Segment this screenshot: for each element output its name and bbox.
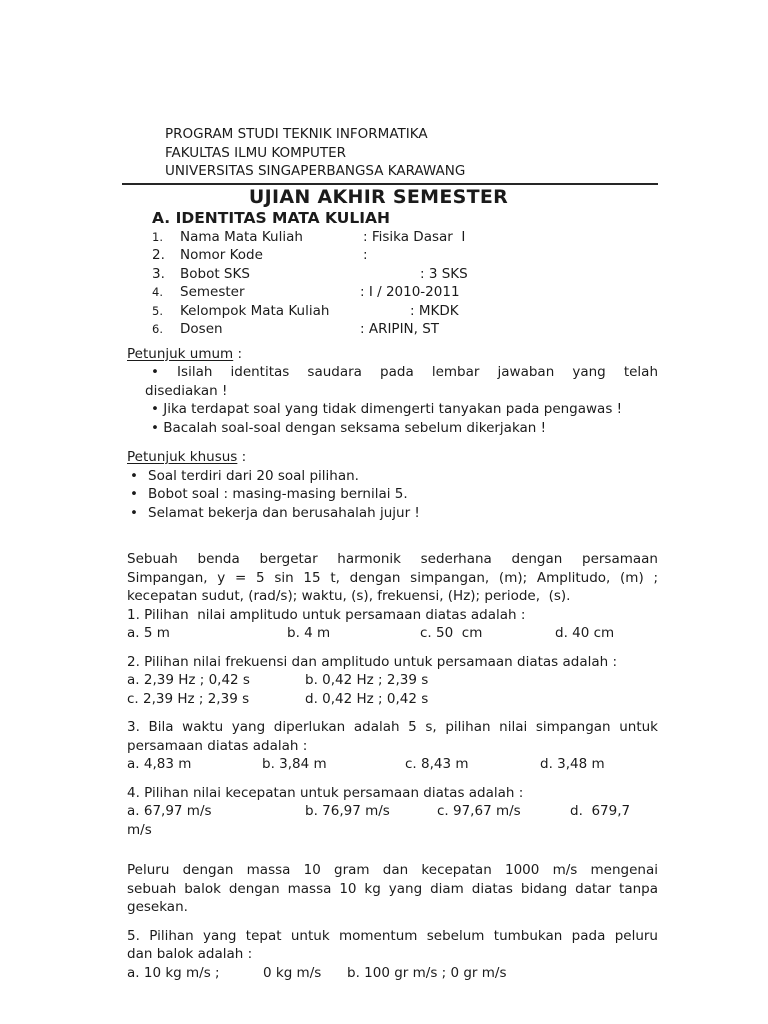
problem-2-intro-line: gesekan. — [127, 899, 188, 915]
option-cell: c. 97,67 m/s — [437, 803, 521, 819]
option-cell: c. 50 cm — [420, 625, 483, 641]
petunjuk-khusus-heading-text: Petunjuk khusus — [127, 449, 238, 465]
petunjuk-umum-heading-colon: : — [233, 345, 243, 362]
problem-1-intro-line: kecepatan sudut, (rad/s); waktu, (s), frekuensi, (Hz); periode, (s). — [127, 588, 571, 604]
course-field-value: : ARIPIN, ST — [360, 321, 440, 337]
problem-2-intro-line: sebuah balok dengan massa 10 kg yang diam diatas bidang datar tanpa — [127, 880, 658, 897]
letterhead — [127, 125, 658, 181]
question-q3 — [127, 718, 658, 774]
option-cell: d. 3,48 m — [540, 756, 605, 772]
option-row — [127, 671, 658, 690]
instruction-line: • Jika terdapat soal yang tidak dimengerti tanyakan pada pengawas ! — [151, 401, 623, 417]
option-cell: a. 5 m — [127, 625, 170, 641]
option-cell: m/s — [127, 821, 152, 838]
problem-1-intro-line: Sebuah benda bergetar harmonik sederhana dengan persamaan — [127, 551, 658, 567]
instruction-line: Soal terdiri dari 20 soal pilihan. — [148, 467, 359, 484]
course-field-row — [152, 246, 658, 265]
instruction-bullet — [145, 400, 658, 419]
question-q5 — [127, 927, 658, 983]
course-field-number: 2. — [152, 247, 165, 263]
petunjuk-umum-list — [127, 363, 658, 437]
course-field-label: Nomor Kode — [180, 247, 263, 263]
question-5-block — [127, 927, 658, 983]
course-field-row — [152, 283, 658, 302]
instruction-line: Selamat bekerja dan berusahalah jujur ! — [148, 504, 420, 521]
instruction-line: • Bacalah soal-soal dengan seksama sebelum dikerjakan ! — [151, 419, 547, 436]
course-field-label: Kelompok Mata Kuliah — [180, 302, 330, 319]
option-cell: a. 2,39 Hz ; 0,42 s — [127, 672, 250, 688]
bullet-icon: • — [130, 486, 138, 502]
option-cell: b. 0,42 Hz ; 2,39 s — [305, 672, 429, 688]
course-field-label: Semester — [180, 284, 245, 300]
problem-2-intro — [127, 861, 658, 917]
course-field-row — [152, 265, 658, 284]
course-field-row — [152, 320, 658, 339]
course-field-value: : Fisika Dasar I — [363, 228, 466, 245]
course-field-label: Bobot SKS — [180, 265, 250, 282]
section-a-heading: A. IDENTITAS MATA KULIAH — [152, 208, 390, 227]
institution-line-2: FAKULTAS ILMU KOMPUTER — [165, 144, 346, 161]
question-stem — [127, 718, 658, 755]
option-cell: 0 kg m/s — [263, 964, 322, 981]
question-q2 — [127, 653, 658, 709]
option-cell: c. 8,43 m — [405, 756, 469, 772]
course-field-row — [152, 302, 658, 321]
option-cell: b. 76,97 m/s — [305, 803, 390, 819]
option-cell: a. 67,97 m/s — [127, 803, 212, 819]
course-identity-list — [127, 228, 658, 339]
question-stem — [127, 927, 658, 964]
question-q4 — [127, 784, 658, 840]
problem-1-intro-line: Simpangan, y = 5 sin 15 t, dengan simpangan, (m); Amplitudo, (m) ; — [127, 569, 658, 586]
course-field-number: 1. — [152, 229, 163, 244]
question-stem-line: 3. Bila waktu yang diperlukan adalah 5 s, pilihan nilai simpangan untuk — [127, 719, 658, 735]
option-cell: a. 4,83 m — [127, 756, 192, 772]
institution-line-1: PROGRAM STUDI TEKNIK INFORMATIKA — [165, 126, 428, 142]
instruction-line: Bobot soal : masing-masing bernilai 5. — [148, 486, 408, 502]
institution-line-3: UNIVERSITAS SINGAPERBANGSA KARAWANG — [165, 163, 466, 179]
question-stem — [127, 606, 658, 625]
instruction-bullet — [127, 467, 658, 486]
option-cell: a. 10 kg m/s ; — [127, 964, 220, 981]
option-row — [127, 821, 658, 840]
instruction-line: • Isilah identitas saudara pada lembar jawaban yang telah — [151, 364, 658, 380]
course-field-value: : — [363, 247, 368, 263]
option-cell: b. 3,84 m — [262, 756, 327, 772]
exam-title: UJIAN AKHIR SEMESTER — [248, 185, 509, 208]
course-field-value: : I / 2010-2011 — [360, 284, 460, 300]
instruction-line: disediakan ! — [145, 382, 228, 399]
instruction-bullet — [145, 363, 658, 400]
option-row — [127, 755, 658, 774]
question-stem-line: persamaan diatas adalah : — [127, 737, 308, 754]
course-field-number: 6. — [152, 322, 163, 336]
question-q1 — [127, 606, 658, 643]
bullet-icon: • — [130, 467, 138, 484]
course-field-value: : MKDK — [410, 302, 459, 319]
course-field-number: 3. — [152, 265, 165, 282]
question-stem-line: 5. Pilihan yang tepat untuk momentum sebelum tumbukan pada peluru — [127, 927, 658, 944]
question-stem-line: dan balok adalah : — [127, 946, 253, 962]
option-row — [127, 964, 658, 983]
petunjuk-khusus-heading — [127, 448, 658, 467]
petunjuk-umum-heading — [127, 345, 658, 364]
question-stem — [127, 653, 658, 672]
course-field-number: 5. — [152, 303, 163, 318]
question-stem-line: 1. Pilihan nilai amplitudo untuk persamaan diatas adalah : — [127, 606, 526, 623]
problem-1-intro — [127, 550, 658, 606]
option-row — [127, 624, 658, 643]
option-cell: d. 679,7 — [570, 803, 631, 819]
option-cell: b. 4 m — [287, 625, 331, 641]
course-field-label: Nama Mata Kuliah — [180, 228, 303, 245]
course-field-number: 4. — [152, 285, 163, 299]
course-field-value: : 3 SKS — [420, 265, 468, 282]
bullet-icon: • — [130, 504, 138, 521]
petunjuk-khusus-list — [127, 467, 658, 523]
petunjuk-umum-heading-text: Petunjuk umum — [127, 345, 234, 362]
header-divider-line — [122, 183, 658, 185]
instruction-bullet — [127, 485, 658, 504]
problem-2-intro-line: Peluru dengan massa 10 gram dan kecepatan 1000 m/s mengenai — [127, 862, 658, 878]
question-stem — [127, 784, 658, 803]
option-row — [127, 690, 658, 709]
course-field-row — [152, 228, 658, 247]
instruction-bullet — [145, 419, 658, 438]
option-cell: d. 40 cm — [555, 625, 615, 641]
question-stem-line: 2. Pilihan nilai frekuensi dan amplitudo untuk persamaan diatas adalah : — [127, 653, 618, 670]
option-cell: c. 2,39 Hz ; 2,39 s — [127, 690, 250, 707]
petunjuk-khusus-heading-colon: : — [237, 449, 247, 465]
course-field-label: Dosen — [180, 321, 223, 337]
option-row — [127, 802, 658, 821]
questions-1-4 — [127, 606, 658, 840]
question-stem-line: 4. Pilihan nilai kecepatan untuk persamaan diatas adalah : — [127, 784, 524, 801]
instruction-bullet — [127, 504, 658, 523]
option-cell: b. 100 gr m/s ; 0 gr m/s — [347, 964, 507, 981]
option-cell: d. 0,42 Hz ; 0,42 s — [305, 690, 429, 707]
